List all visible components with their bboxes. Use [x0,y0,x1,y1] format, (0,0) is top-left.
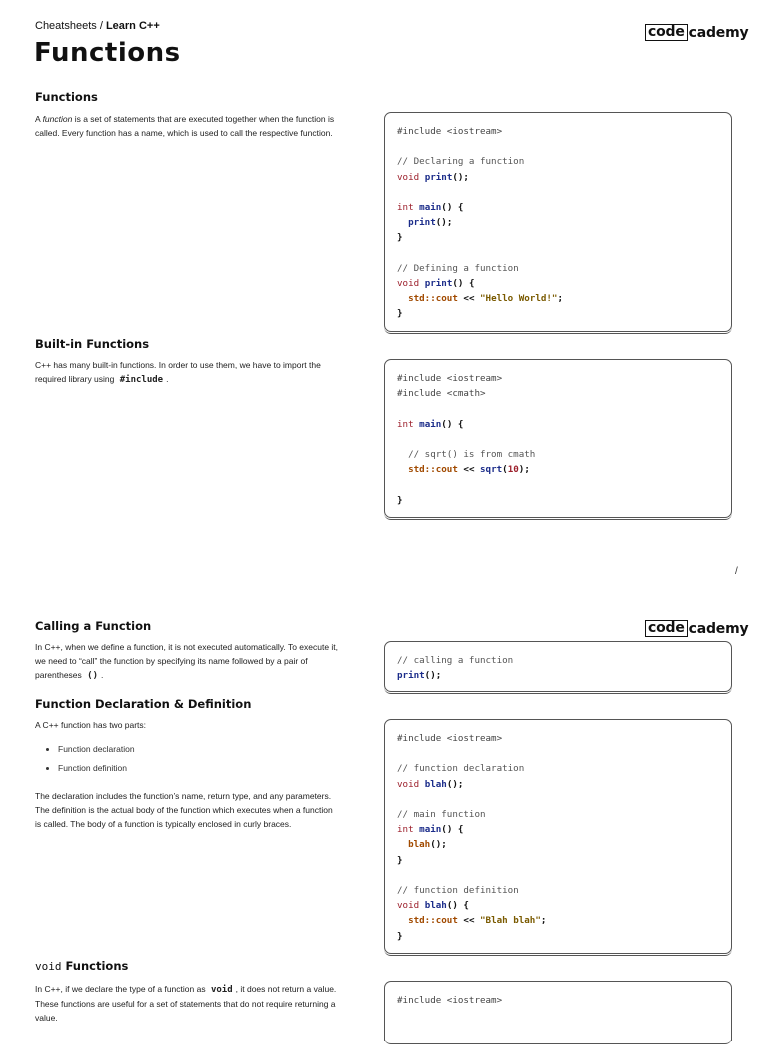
code-function: main [419,202,442,214]
code-block-declaration [384,719,732,954]
code-punct: ( [502,464,508,476]
code-punct: (); [452,171,469,183]
code-keyword: void [397,171,420,183]
code-content [385,113,731,322]
logo-rest-text: cademy [688,24,749,41]
code-operator: << [457,293,481,305]
inline-code: #include [119,375,164,385]
code-punct: } [397,232,403,244]
section-text-functions [35,112,340,140]
code-include: #include <iostream> [397,373,503,384]
code-include: #include <cmath> [397,388,486,400]
code-comment: // function definition [397,885,519,897]
code-keyword: int [397,202,414,214]
section-text-calling [35,640,340,683]
code-punct: () { [452,278,475,290]
code-content [385,360,731,508]
section-text-builtin [35,358,340,387]
page-marker: / [735,566,738,577]
emphasis-term: function [42,114,73,124]
code-include: #include <iostream> [397,126,503,137]
logo-rest-text: cademy [688,620,749,637]
section-text-declaration: The declaration includes the function’s name, return type, and any parameters. The definition is the actual body of the function which executes when a function is called. The body of a function is typically enclosed in curly braces. [35,791,333,829]
code-include: #include <iostream> [397,995,503,1006]
code-punct: () { [441,824,464,836]
code-comment: // Declaring a function [397,156,525,168]
code-block-void [384,981,732,1041]
list-item: • Function definition [58,759,135,778]
code-punct: () { [441,202,464,214]
code-function: print [397,670,425,682]
text-part: . [166,374,169,384]
text-part: In C++, when we define a function, it is not executed automatically. To execute it, we need to “call” the function by specifying its name followed by a pair of parentheses [35,642,339,680]
breadcrumb-current[interactable]: Learn C++ [105,20,160,32]
code-punct: } [397,854,403,866]
code-punct: (); [424,670,442,682]
code-block-builtin [384,359,732,518]
code-comment: // Defining a function [397,262,519,274]
inline-code: void [210,985,233,995]
section-heading-declaration: Function Declaration & Definition [35,697,252,711]
code-comment: // calling a function [397,655,514,666]
code-function: blah [424,900,447,912]
code-punct: (); [446,778,464,790]
code-function: print [424,171,453,183]
code-namespace: std::cout [408,464,458,476]
logo-boxed-text: code [645,620,688,637]
code-keyword: void [397,278,420,290]
code-function: blah [424,778,447,790]
section-heading-functions: Functions [35,90,98,104]
parts-list [34,740,135,778]
code-function: print [424,278,453,290]
section-heading-builtin: Built-in Functions [35,337,150,351]
code-comment: // main function [397,809,486,821]
code-content [385,982,731,1008]
code-block-functions [384,112,732,332]
code-punct: } [397,930,403,942]
code-string: "Hello World!" [480,293,558,305]
code-function: sqrt [480,464,503,476]
code-content [385,642,731,683]
code-keyword: int [397,418,414,430]
code-function-call: blah [408,839,431,851]
text-part: , it does not return a value. These functions are useful for a set of statements that do not require returning a value. [35,984,337,1023]
section-text-void [35,982,340,1025]
codecademy-logo[interactable] [645,24,748,41]
code-function: print [408,217,436,229]
section-heading-calling: Calling a Function [35,619,152,633]
code-punct: () { [441,418,464,430]
code-punct: ; [540,915,547,927]
code-string: "Blah blah" [480,915,541,927]
code-punct: } [397,494,403,506]
code-punct: (); [430,839,447,851]
code-comment: // sqrt() is from cmath [408,449,536,461]
breadcrumb [35,20,160,32]
heading-code: void [35,960,62,973]
section-heading-void [35,959,128,973]
code-block-calling [384,641,732,692]
section-intro-declaration: A C++ function has two parts: [35,720,147,730]
code-namespace: std::cout [408,915,458,927]
text-part: A [35,114,43,124]
code-comment: // function declaration [397,763,525,775]
code-operator: << [457,464,481,476]
breadcrumb-parent-link[interactable]: Cheatsheets [35,20,97,32]
code-include: #include <iostream> [397,733,503,744]
text-part: C++ has many built-in functions. In order to use them, we have to import the required library using [35,360,321,384]
code-punct: (); [435,217,453,229]
code-keyword: void [397,778,420,790]
code-number: 10 [507,464,519,476]
code-punct: ; [557,293,564,305]
text-part: . [101,670,104,680]
text-part: is a set of statements that are executed together when the function is called. Every function has a name, which is used to call the respective function. [35,114,335,138]
code-namespace: std::cout [408,293,458,305]
code-operator: << [457,915,481,927]
code-keyword: int [397,824,414,836]
breadcrumb-separator: / [96,20,106,32]
codecademy-logo[interactable] [645,620,748,637]
code-keyword: void [397,900,420,912]
code-punct: } [397,308,403,320]
heading-text: Functions [61,959,129,973]
logo-boxed-text: code [645,24,688,41]
code-function: main [419,418,442,430]
code-content [385,720,731,944]
code-punct: () { [446,900,469,912]
inline-code: () [87,671,99,681]
page-title: Functions [34,38,181,68]
code-punct: ); [518,464,530,476]
code-function: main [419,824,442,836]
list-item: • Function declaration [58,740,135,759]
text-part: In C++, if we declare the type of a function as [35,984,206,994]
